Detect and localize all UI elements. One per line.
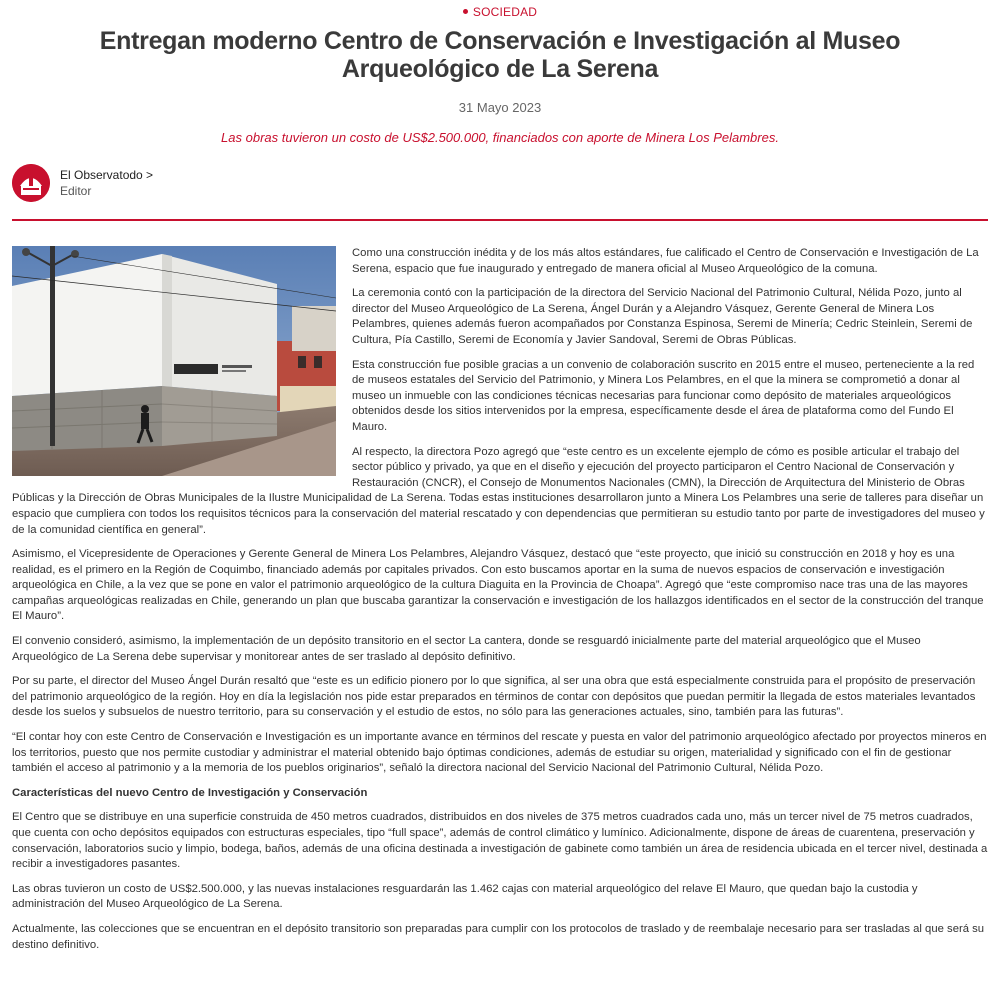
- article-lead: Las obras tuvieron un costo de US$2.500.000, financiados con aporte de Minera Los Pelambres.: [221, 130, 779, 145]
- article-paragraph: “El contar hoy con este Centro de Conservación e Investigación es un importante avance en términos del rescate y puesta en valor del patrimonio arqueológico afectado por proyectos mineros en los territorios, puesto que nos permite custodiar y administrar el material obtenido bajo óptimas condiciones, además de estudiar su origen, materialidad y significado con el fin de gestionar también el acceso al patrimonio y a la memoria de los pueblos originarios”, señaló la directora nacional del Servicio Nacional del Patrimonio Cultural, Nélida Pozo.: [12, 731, 987, 775]
- article-paragraph: Asimismo, el Vicepresidente de Operaciones y Gerente General de Minera Los Pelambres, Alejandro Vásquez, destacó que “este proyecto, que inició su construcción en 2018 y hoy es una realidad, es el primero en la Región de Coquimbo, financiado además por capitales privados. Con esto buscamos aportar en la suma de nuevos espacios de conservación e investigación arqueológica en Chile, a la vez que se pone en valor el patrimonio arqueológico de la cultura Diaguita en la Provincia de Choapa”. Agregó que “este compromiso nace tras una de las mayores campañas arqueológicas realizadas en Chile, generando un plan que buscaba garantizar la conservación e investigación de los hallazgos identificados en el sector de la construcción del tranque El Mauro”.: [12, 548, 984, 623]
- category-label[interactable]: [0, 5, 1000, 19]
- museum-building-image: [12, 246, 336, 476]
- header-divider: [12, 219, 988, 221]
- article-paragraph: El Centro que se distribuye en una superficie construida de 450 metros cuadrados, distribuidos en dos niveles de 375 metros cuadrados cada uno, más un tercer nivel de 75 metros cuadrados, que cuenta con ocho depósitos equipados con estructuras especiales, tipo “full space”, además de control climático y lumínico. Adicionalmente, dispone de áreas de cuarentena, preservación y conservación, laboratorios sucio y limpio, bodega, baños, además de una oficina destinada a investigación de gabinete como también un área de residencia ubicada en el tercer nivel, destinada a recibir a investigadores pasantes.: [12, 811, 988, 871]
- article-paragraph: Actualmente, las colecciones que se encuentran en el depósito transitorio son preparadas para cumplir con los protocolos de traslado y de reembalaje necesario para ser trasladas al que será su destino definitivo.: [12, 922, 985, 951]
- publish-date: 31 Mayo 2023: [458, 100, 542, 115]
- article-body: [12, 246, 988, 962]
- article-paragraph: La ceremonia contó con la participación de la directora del Servicio Nacional del Patrimonio Cultural, Nélida Pozo, junto al director del Museo Arqueológico de La Serena, Ángel Durán y a Alejandro Vásquez, Gerente General de Minera Los Pelambres, quienes además fueron acompañados por Constanza Espinosa, Seremi de Minería; Cedric Steinlein, Seremi de Cultura, Pía Castillo, Seremi de Economía y Javier Sandoval, Seremi de Obras Públicas.: [352, 287, 973, 346]
- article-paragraph: El convenio consideró, asimismo, la implementación de un depósito transitorio en el sector La cantera, donde se resguardó inicialmente parte del material arqueológico que el Museo Arqueológico de La Serena debe supervisar y monitorear antes de ser traslado al depósito definitivo.: [12, 635, 921, 663]
- author-block: [12, 162, 153, 204]
- article-paragraph: Por su parte, el director del Museo Ángel Durán resaltó que “este es un edificio pionero por lo que significa, al ser una obra que está especialmente construida para el propósito de preservación del patrimonio arqueológico de la región. Hoy en día la legislación nos pide estar preparados en términos de contar con depósitos que puedan permitir la llegada de estos materiales levantados desde los suelos y subsuelos de nuestro territorio, para su conservación y el estudio de estos, no sólo para las generaciones actuales, sino, también para las futuras”.: [12, 675, 976, 719]
- article-title: Entregan moderno Centro de Conservación e Investigación al Museo Arqueológico de La Serena: [99, 27, 901, 83]
- article-paragraph: Esta construcción fue posible gracias a un convenio de colaboración suscrito en 2015 entre el museo, perteneciente a la red de museos estatales del Servicio del Patrimonio, y Minera Los Pelambres, en el que la minera se comprometió a donar al museo un inmueble con las condiciones técnicas necesarias para funcionar como depósito de materiales arqueológicos obtenidos desde los sitios intervenidos por la empresa, específicamente desde el área de plataforma como del Fundo El Mauro.: [352, 358, 975, 433]
- observatory-logo-icon: [12, 164, 50, 202]
- article-paragraph: Al respecto, la directora Pozo agregó que “este centro es un excelente ejemplo de cómo es posible articular el trabajo del sector público y privado, ya que en el diseño y ejecución del proyecto participaron el Centro Nacional de Conservación y Restauración (CNCR), el Consejo de Monumentos Nacionales (CMN), la Dirección de Arquitectura del Ministerio de Obras Públicas y la Dirección de Obras Municipales de la Ilustre Municipalidad de La Serena. Todas estas instituciones desarrollaron junto a Minera Los Pelambres una serie de talleres para diseñar un espacio que cumpliera con todos los requisitos técnicos para la conservación del material rescatado y con dependencias que permitieran su estudio tanto por parte de investigadores del museo y de la comunidad científica en general”.: [12, 445, 985, 536]
- section-subheading: Características del nuevo Centro de Investigación y Conservación: [12, 786, 368, 799]
- author-avatar[interactable]: [12, 164, 50, 202]
- category-text: SOCIEDAD: [472, 5, 538, 19]
- museum-building-photo: [12, 246, 336, 476]
- author-name-link[interactable]: El Observatodo >: [60, 168, 154, 182]
- article-paragraph: Las obras tuvieron un costo de US$2.500.000, y las nuevas instalaciones resguardarán las 1.462 cajas con material arqueológico del relave El Mauro, que quedan bajo la custodia y administración del Museo Arqueológico de La Serena.: [12, 882, 918, 911]
- article-paragraph: Como una construcción inédita y de los más altos estándares, fue calificado el Centro de Conservación e Investigación de La Serena, espacio que fue inaugurado y entregado de manera oficial al Museo Arqueológico de la comuna.: [352, 247, 979, 275]
- bullet-dot-icon: [463, 9, 468, 14]
- author-role: Editor: [60, 184, 92, 198]
